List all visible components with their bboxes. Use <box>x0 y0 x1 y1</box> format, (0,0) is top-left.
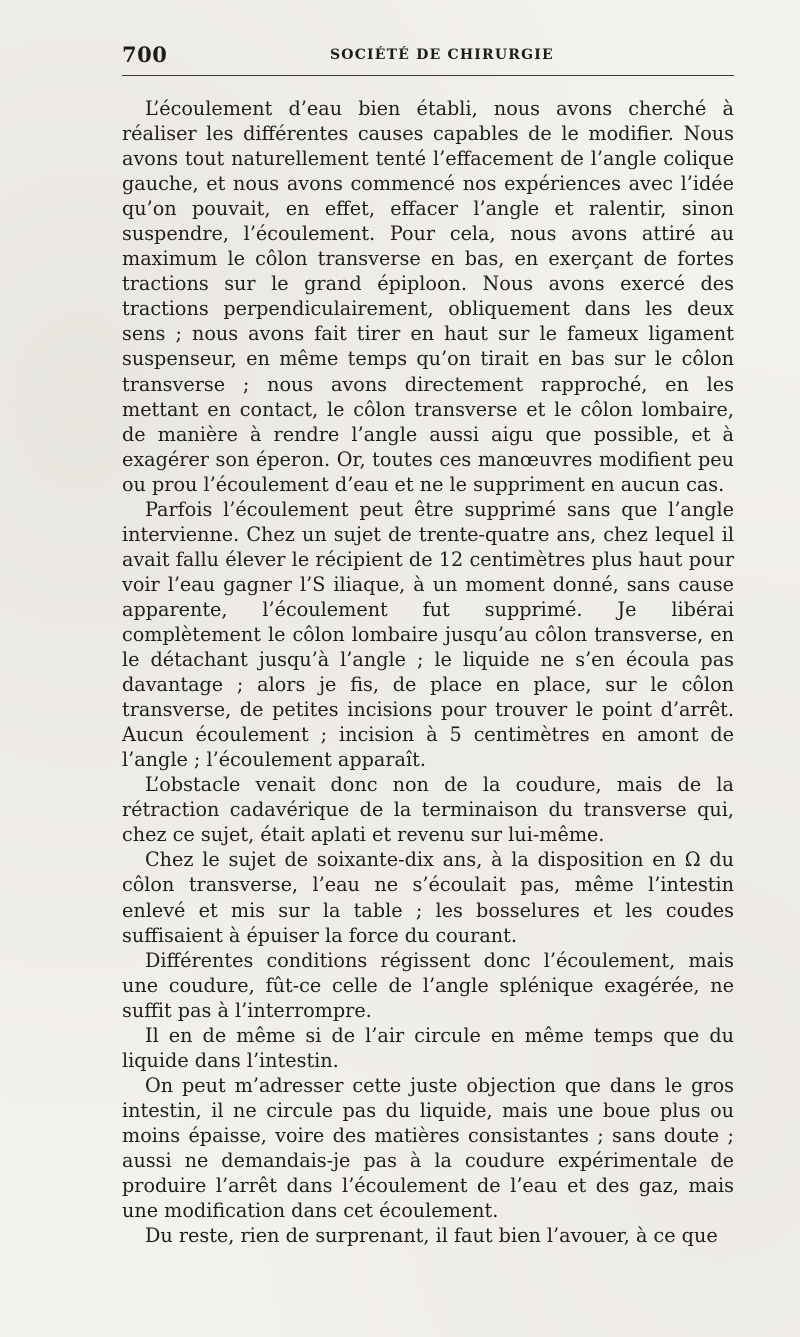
paragraph: Parfois l’écoulement peut être supprimé sans que l’angle intervienne. Chez un sujet de trente-quatre ans, chez lequel il avait fallu élever le récipient de 12 centimètres plus haut pour voir l’eau gagner l’S iliaque, à un moment donné, sans cause apparente, l’écoulement fut supprimé. Je libérai complètement le côlon lombaire jusqu’au côlon transverse, en le détachant jusqu’à l’angle ; le liquide ne s’en écoula pas davantage ; alors je fis, de place en place, sur le côlon transverse, de petites incisions pour trouver le point d’arrêt. Aucun écoulement ; incision à 5 centimètres en amont de l’angle ; l’écoulement apparaît. <box>122 497 734 772</box>
paragraph: Il en de même si de l’air circule en même temps que du liquide dans l’intestin. <box>122 1023 734 1072</box>
header-rule <box>122 75 734 76</box>
paragraph: L’obstacle venait donc non de la coudure, mais de la rétraction cadavérique de la terminaison du transverse qui, chez ce sujet, était aplati et revenu sur lui-même. <box>122 773 734 847</box>
page-number: 700 <box>122 42 168 67</box>
paragraph: On peut m’adresser cette juste objection que dans le gros intestin, il ne circule pas du liquide, mais une boue plus ou moins épaisse, voire des matières consistantes ; sans doute ; aussi ne demandais-je pas à la coudure expérimentale de produire l’arrêt dans l’écoulement de l’eau et des gaz, mais une modification dans cet écoulement. <box>122 1073 734 1223</box>
body-text <box>122 96 734 1248</box>
paragraph: L’écoulement d’eau bien établi, nous avons cherché à réaliser les différentes causes capables de le modifier. Nous avons tout naturellement tenté l’effacement de l’angle colique gauche, et nous avons commencé nos expériences avec l’idée qu’on pouvait, en effet, effacer l’angle et ralentir, sinon suspendre, l’écoulement. Pour cela, nous avons attiré au maximum le côlon transverse en bas, en exerçant de fortes tractions sur le grand épiploon. Nous avons exercé des tractions perpendiculairement, obliquement dans les deux sens ; nous avons fait tirer en haut sur le fameux ligament suspenseur, en même temps qu’on tirait en bas sur le côlon transverse ; nous avons directement rapproché, en les mettant en contact, le côlon transverse et le côlon lombaire, de manière à rendre l’angle aussi aigu que possible, et à exagérer son éperon. Or, toutes ces manœuvres modifient peu ou prou l’écoulement d’eau et ne le suppriment en aucun cas. <box>122 97 734 496</box>
paragraph: Différentes conditions régissent donc l’écoulement, mais une coudure, fût-ce celle de l’angle splénique exagérée, ne suffit pas à l’interrompre. <box>122 948 734 1022</box>
journal-title: SOCIÉTÉ DE CHIRURGIE <box>330 47 554 63</box>
paragraph: Chez le sujet de soixante-dix ans, à la disposition en Ω du côlon transverse, l’eau ne s’écoulait pas, même l’intestin enlevé et mis sur la table ; les bosselures et les coudes suffisaient à épuiser la force du courant. <box>122 848 734 947</box>
running-head <box>122 42 734 70</box>
paragraph: Du reste, rien de surprenant, il faut bien l’avouer, à ce que <box>145 1224 718 1248</box>
